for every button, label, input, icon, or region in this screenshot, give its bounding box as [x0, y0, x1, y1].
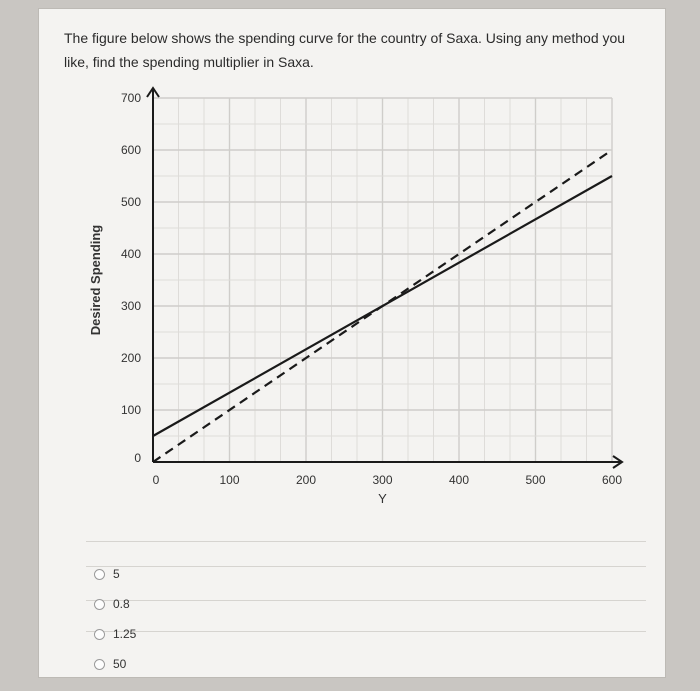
x-tick-label: 0 [152, 473, 160, 487]
radio-icon[interactable] [94, 569, 105, 580]
y-tick-label: 200 [120, 351, 141, 365]
y-tick-label: 700 [120, 91, 141, 105]
answer-option-label: 1.25 [113, 627, 137, 641]
y-tick-label: 300 [120, 299, 141, 313]
y-tick-label: 600 [120, 143, 141, 157]
divider [86, 600, 646, 601]
answer-option[interactable] [94, 654, 126, 674]
answer-option-label: 5 [113, 567, 120, 581]
radio-icon[interactable] [94, 659, 105, 670]
y-tick-label: 500 [120, 195, 141, 209]
answer-option-label: 50 [113, 657, 127, 671]
x-tick-label: 300 [372, 473, 393, 487]
x-tick-label: 600 [601, 473, 623, 487]
answer-option[interactable] [94, 594, 130, 614]
x-tick-label: 200 [295, 473, 317, 487]
chart-grid [153, 98, 612, 462]
answer-option-label: 0.8 [113, 597, 130, 611]
x-tick-label: 100 [219, 473, 240, 487]
question-text: The figure below shows the spending curve for the country of Saxa. Using any method you like, find the spending multiplier in Saxa. [64, 30, 626, 70]
radio-icon[interactable] [94, 599, 105, 610]
x-axis-label: Y [378, 491, 387, 506]
divider [86, 541, 646, 542]
x-tick-label: 500 [525, 473, 546, 487]
divider [86, 631, 646, 632]
y-tick-label: 400 [120, 247, 141, 261]
y-tick-label: 100 [120, 403, 141, 417]
chart-axes [147, 88, 622, 468]
radio-icon[interactable] [94, 629, 105, 640]
y-axis-label: Desired Spending [88, 224, 103, 336]
answer-option[interactable] [94, 624, 136, 644]
x-tick-label: 400 [448, 473, 470, 487]
answer-option[interactable] [94, 564, 120, 584]
y-tick-label: 0 [134, 451, 141, 465]
divider [86, 566, 646, 567]
